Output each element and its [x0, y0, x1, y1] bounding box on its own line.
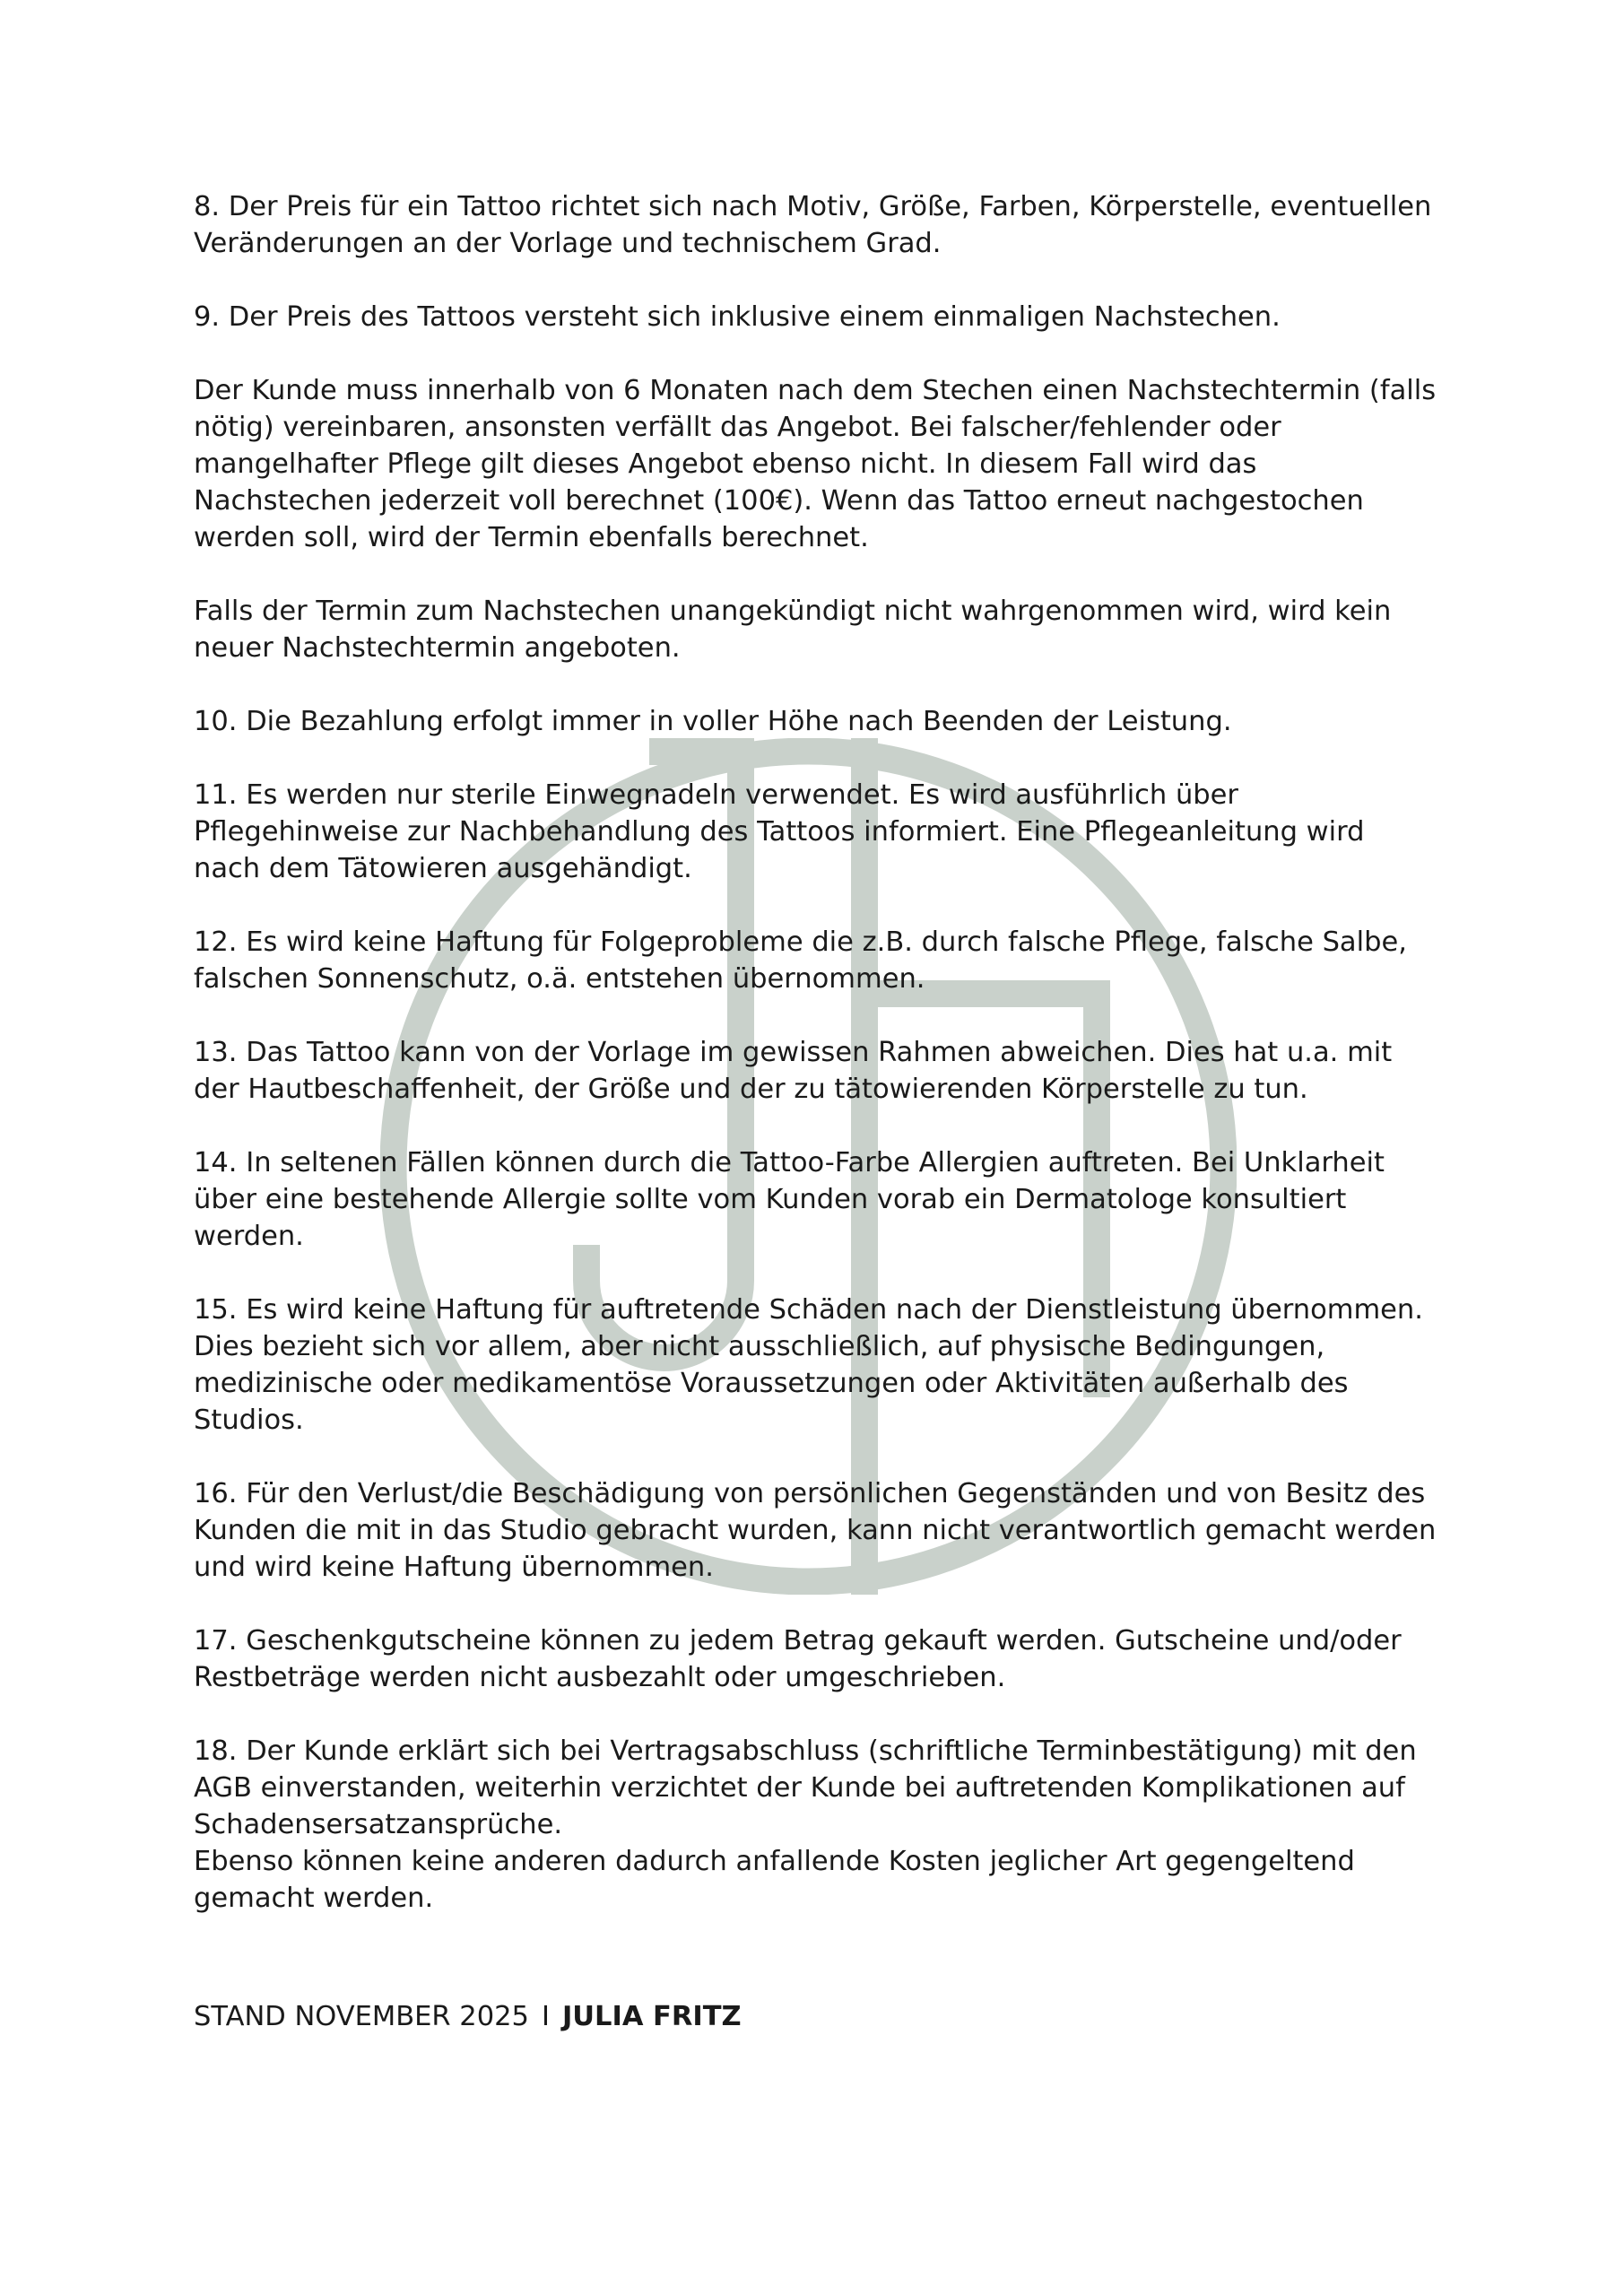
footer — [194, 1998, 742, 2035]
footer-author: JULIA FRITZ — [561, 2001, 742, 2032]
clause-9-missed-appointment: Falls der Termin zum Nachstechen unangekündigt nicht wahrgenommen wird, wird kein neuer Nachstechtermin angeboten. — [194, 596, 1392, 664]
clause-15: 15. Es wird keine Haftung für auftretende Schäden nach der Dienstleistung übernommen. Dies bezieht sich vor allem, aber nicht ausschließlich, auf physische Bedingungen, medizinische oder medikamentöse Voraussetzungen oder Aktivitäten außerhalb des Studios. — [194, 1294, 1423, 1436]
footer-stand: STAND NOVEMBER 2025 — [194, 2001, 529, 2032]
clause-9: 9. Der Preis des Tattoos versteht sich inklusive einem einmaligen Nachstechen. — [194, 301, 1281, 333]
clause-8: 8. Der Preis für ein Tattoo richtet sich nach Motiv, Größe, Farben, Körperstelle, eventuellen Veränderungen an der Vorlage und technischem Grad. — [194, 191, 1432, 259]
clause-10: 10. Die Bezahlung erfolgt immer in voller Höhe nach Beenden der Leistung. — [194, 706, 1232, 737]
clause-18: 18. Der Kunde erklärt sich bei Vertragsabschluss (schriftliche Terminbestätigung) mit den AGB einverstanden, weiterhin verzichtet der Kunde bei auftretenden Komplikationen auf Schadensersatzansprüche. Ebenso können keine anderen dadurch anfallende Kosten jeglicher Art gegengeltend gemacht werden. — [194, 1735, 1417, 1914]
clause-14: 14. In seltenen Fällen können durch die Tattoo-Farbe Allergien auftreten. Bei Unklarheit über eine bestehende Allergie sollte vom Kunden vorab ein Dermatologe konsultiert werden. — [194, 1147, 1385, 1252]
clause-16: 16. Für den Verlust/die Beschädigung von persönlichen Gegenständen und von Besitz des Kunden die mit in das Studio gebracht wurden, kann nicht verantwortlich gemacht werden und wird keine Haftung übernommen. — [194, 1478, 1437, 1583]
clause-11: 11. Es werden nur sterile Einwegnadeln verwendet. Es wird ausführlich über Pflegehinweise zur Nachbehandlung des Tattoos informiert. Eine Pflegeanleitung wird nach dem Tätowieren ausgehändigt. — [194, 779, 1365, 884]
terms-text — [194, 188, 1449, 1917]
clause-12: 12. Es wird keine Haftung für Folgeprobleme die z.B. durch falsche Pflege, falsche Salbe, falschen Sonnenschutz, o.ä. entstehen übernommen. — [194, 926, 1407, 995]
footer-separator: I — [541, 2001, 550, 2032]
clause-13: 13. Das Tattoo kann von der Vorlage im gewissen Rahmen abweichen. Dies hat u.a. mit der Hautbeschaffenheit, der Größe und der zu tätowierenden Körperstelle zu tun. — [194, 1037, 1393, 1105]
clause-17: 17. Geschenkgutscheine können zu jedem Betrag gekauft werden. Gutscheine und/oder Restbeträge werden nicht ausbezahlt oder umgeschrieben. — [194, 1625, 1402, 1693]
clause-9-touchup-terms: Der Kunde muss innerhalb von 6 Monaten nach dem Stechen einen Nachstechtermin (falls nötig) vereinbaren, ansonsten verfällt das Angebot. Bei falscher/fehlender oder mangelhafter Pflege gilt dieses Angebot ebenso nicht. In diesem Fall wird das Nachstechen jederzeit voll berechnet (100€). Wenn das Tattoo erneut nachgestochen werden soll, wird der Termin ebenfalls berechnet. — [194, 375, 1437, 553]
